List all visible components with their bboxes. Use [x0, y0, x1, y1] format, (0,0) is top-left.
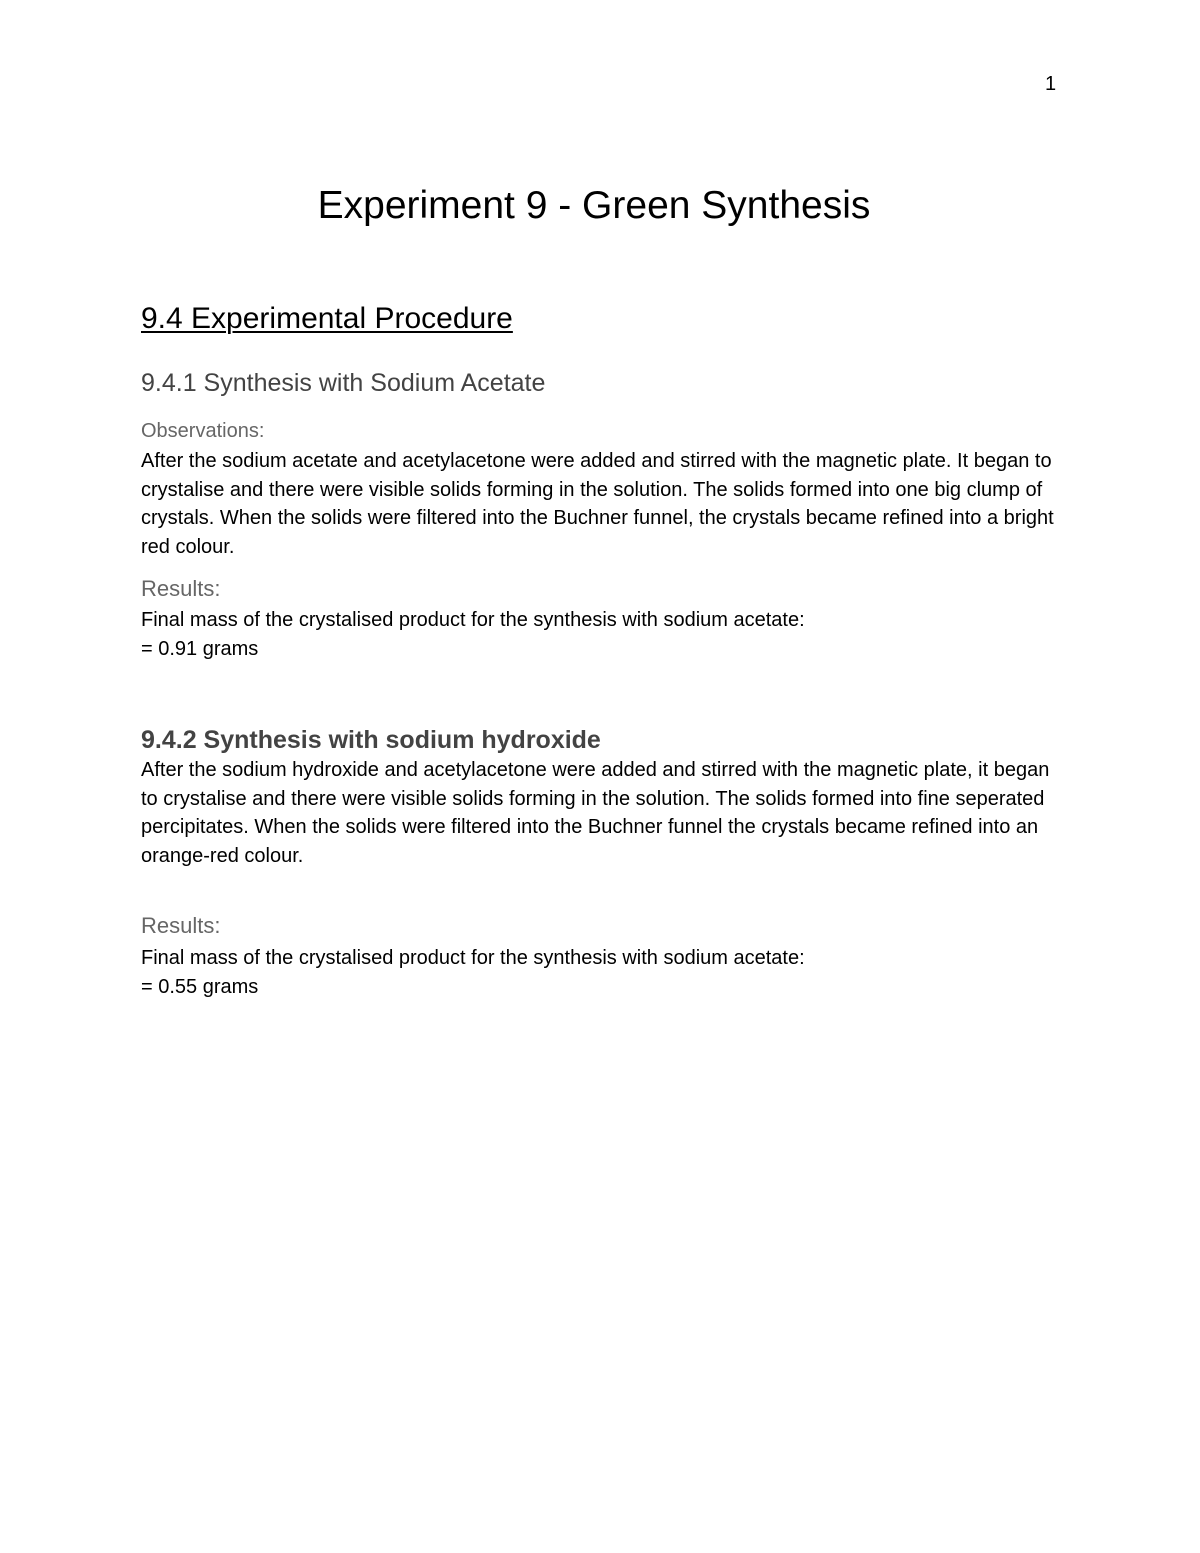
observations-paragraph-sodium-hydroxide: After the sodium hydroxide and acetylacetone were added and stirred with the magnetic plate, it began to crystalise and there were visible solids forming in the solution. The solids formed into fine seperated percipitates. When the solids were filtered into the Buchner funnel the crystals became refined into an orange-red colour.	[141, 759, 1050, 867]
results-value-sodium-acetate: = 0.91 grams	[141, 637, 259, 660]
results-line-sodium-acetate: Final mass of the crystalised product for the synthesis with sodium acetate:	[141, 609, 805, 631]
subsection-heading-sodium-acetate: 9.4.1 Synthesis with Sodium Acetate	[141, 369, 546, 397]
subsection-heading-sodium-hydroxide: 9.4.2 Synthesis with sodium hydroxide	[141, 726, 601, 754]
page-number: 1	[1045, 73, 1057, 95]
results-value-sodium-hydroxide: = 0.55 grams	[141, 975, 259, 998]
results-label-sodium-hydroxide: Results:	[141, 913, 221, 938]
section-heading: 9.4 Experimental Procedure	[141, 302, 513, 335]
results-label-sodium-acetate: Results:	[141, 576, 221, 601]
results-line-sodium-hydroxide: Final mass of the crystalised product for the synthesis with sodium acetate:	[141, 947, 805, 969]
observations-paragraph-sodium-acetate: After the sodium acetate and acetylacetone were added and stirred with the magnetic plate. It began to crystalise and there were visible solids forming in the solution. The solids formed into one big clump of crystals. When the solids were filtered into the Buchner funnel, the crystals became refined into a bright red colour.	[141, 450, 1054, 558]
document-body	[141, 301, 1071, 1001]
document-title: Experiment 9 - Green Synthesis	[317, 184, 871, 227]
observations-label: Observations:	[141, 420, 265, 442]
